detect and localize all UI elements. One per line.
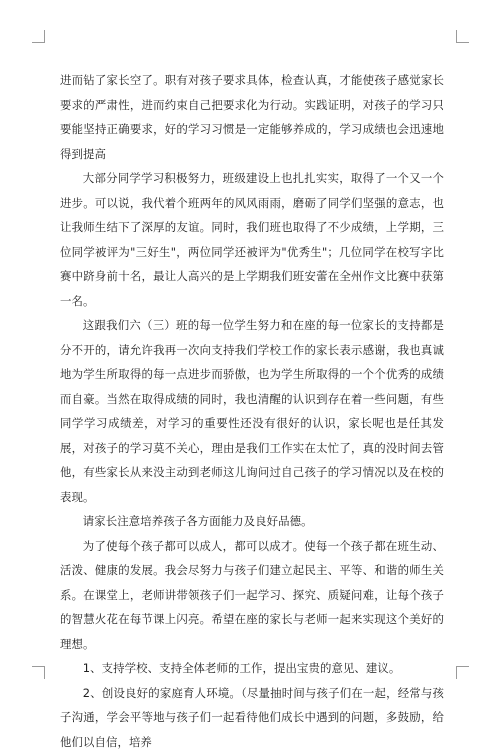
paragraph-7: 2、创设良好的家庭育人环境。（尽量抽时间与孩子们在一起，经常与孩子沟通，学会平等地与孩子们一起看待他们成长中遇到的问题，多鼓励，给他们以自信，培养 xyxy=(60,681,444,754)
paragraph-6: 1、支持学校、支持全体老师的工作，提出宝贵的意见、建议。 xyxy=(60,656,444,681)
document-body xyxy=(60,68,444,754)
paragraph-1: 进而钻了家长空了。职有对孩子要求具体，检查认真，才能使孩子感觉家长要求的严肃性，进而约束自己把要求化为行动。实践证明，对孩子的学习只要能坚持正确要求，好的学习习惯是一定能够养成的，学习成绩也会迅速地得到提高 xyxy=(60,68,444,166)
paragraph-2: 大部分同学学习积极努力，班级建设上也扎扎实实，取得了一个又一个进步。可以说，我代着个班两年的风风雨雨，磨砺了同学们坚强的意志，也让我师生结下了深厚的友谊。同时，我们班也取得了不少成绩，上学期，三位同学被评为"三好生"，两位同学还被评为"优秀生"；几位同学在校写字比赛中跻身前十名，最让人高兴的是上学期我们班安蕾在全州作文比赛中获第一名。 xyxy=(60,166,444,313)
paragraph-5: 为了使每个孩子都可以成人，都可以成才。使每一个孩子都在班生动、活泼、健康的发展。我会尽努力与孩子们建立起民主、平等、和谐的师生关系。在课堂上，老师讲带领孩子们一起学习、探究、质疑问难，让每个孩子的智慧火花在每节课上闪亮。希望在座的家长与老师一起来实现这个美好的理想。 xyxy=(60,534,444,657)
paragraph-4: 请家长注意培养孩子各方面能力及良好品德。 xyxy=(60,509,444,534)
crop-mark-bottom-left xyxy=(32,666,45,679)
paragraph-3: 这跟我们六（三）班的每一位学生努力和在座的每一位家长的支持都是分不开的，请允许我再一次向支持我们学校工作的家长表示感谢，我也真诚地为学生所取得的每一点进步而骄傲，也为学生所取得的一个个优秀的成绩而自豪。当然在取得成绩的同时，我也清醒的认识到存在着一些问题，有些同学学习成绩差，对学习的重要性还没有很好的认识，家长呢也是任其发展，对孩子的学习莫不关心，理由是我们工作实在太忙了，真的没时间去管他，有些家长从来没主动到老师这儿询问过自己孩子的学习情况以及在校的表现。 xyxy=(60,313,444,509)
crop-mark-top-left xyxy=(32,30,45,43)
crop-mark-top-right xyxy=(456,30,469,43)
crop-mark-bottom-right xyxy=(456,666,469,679)
